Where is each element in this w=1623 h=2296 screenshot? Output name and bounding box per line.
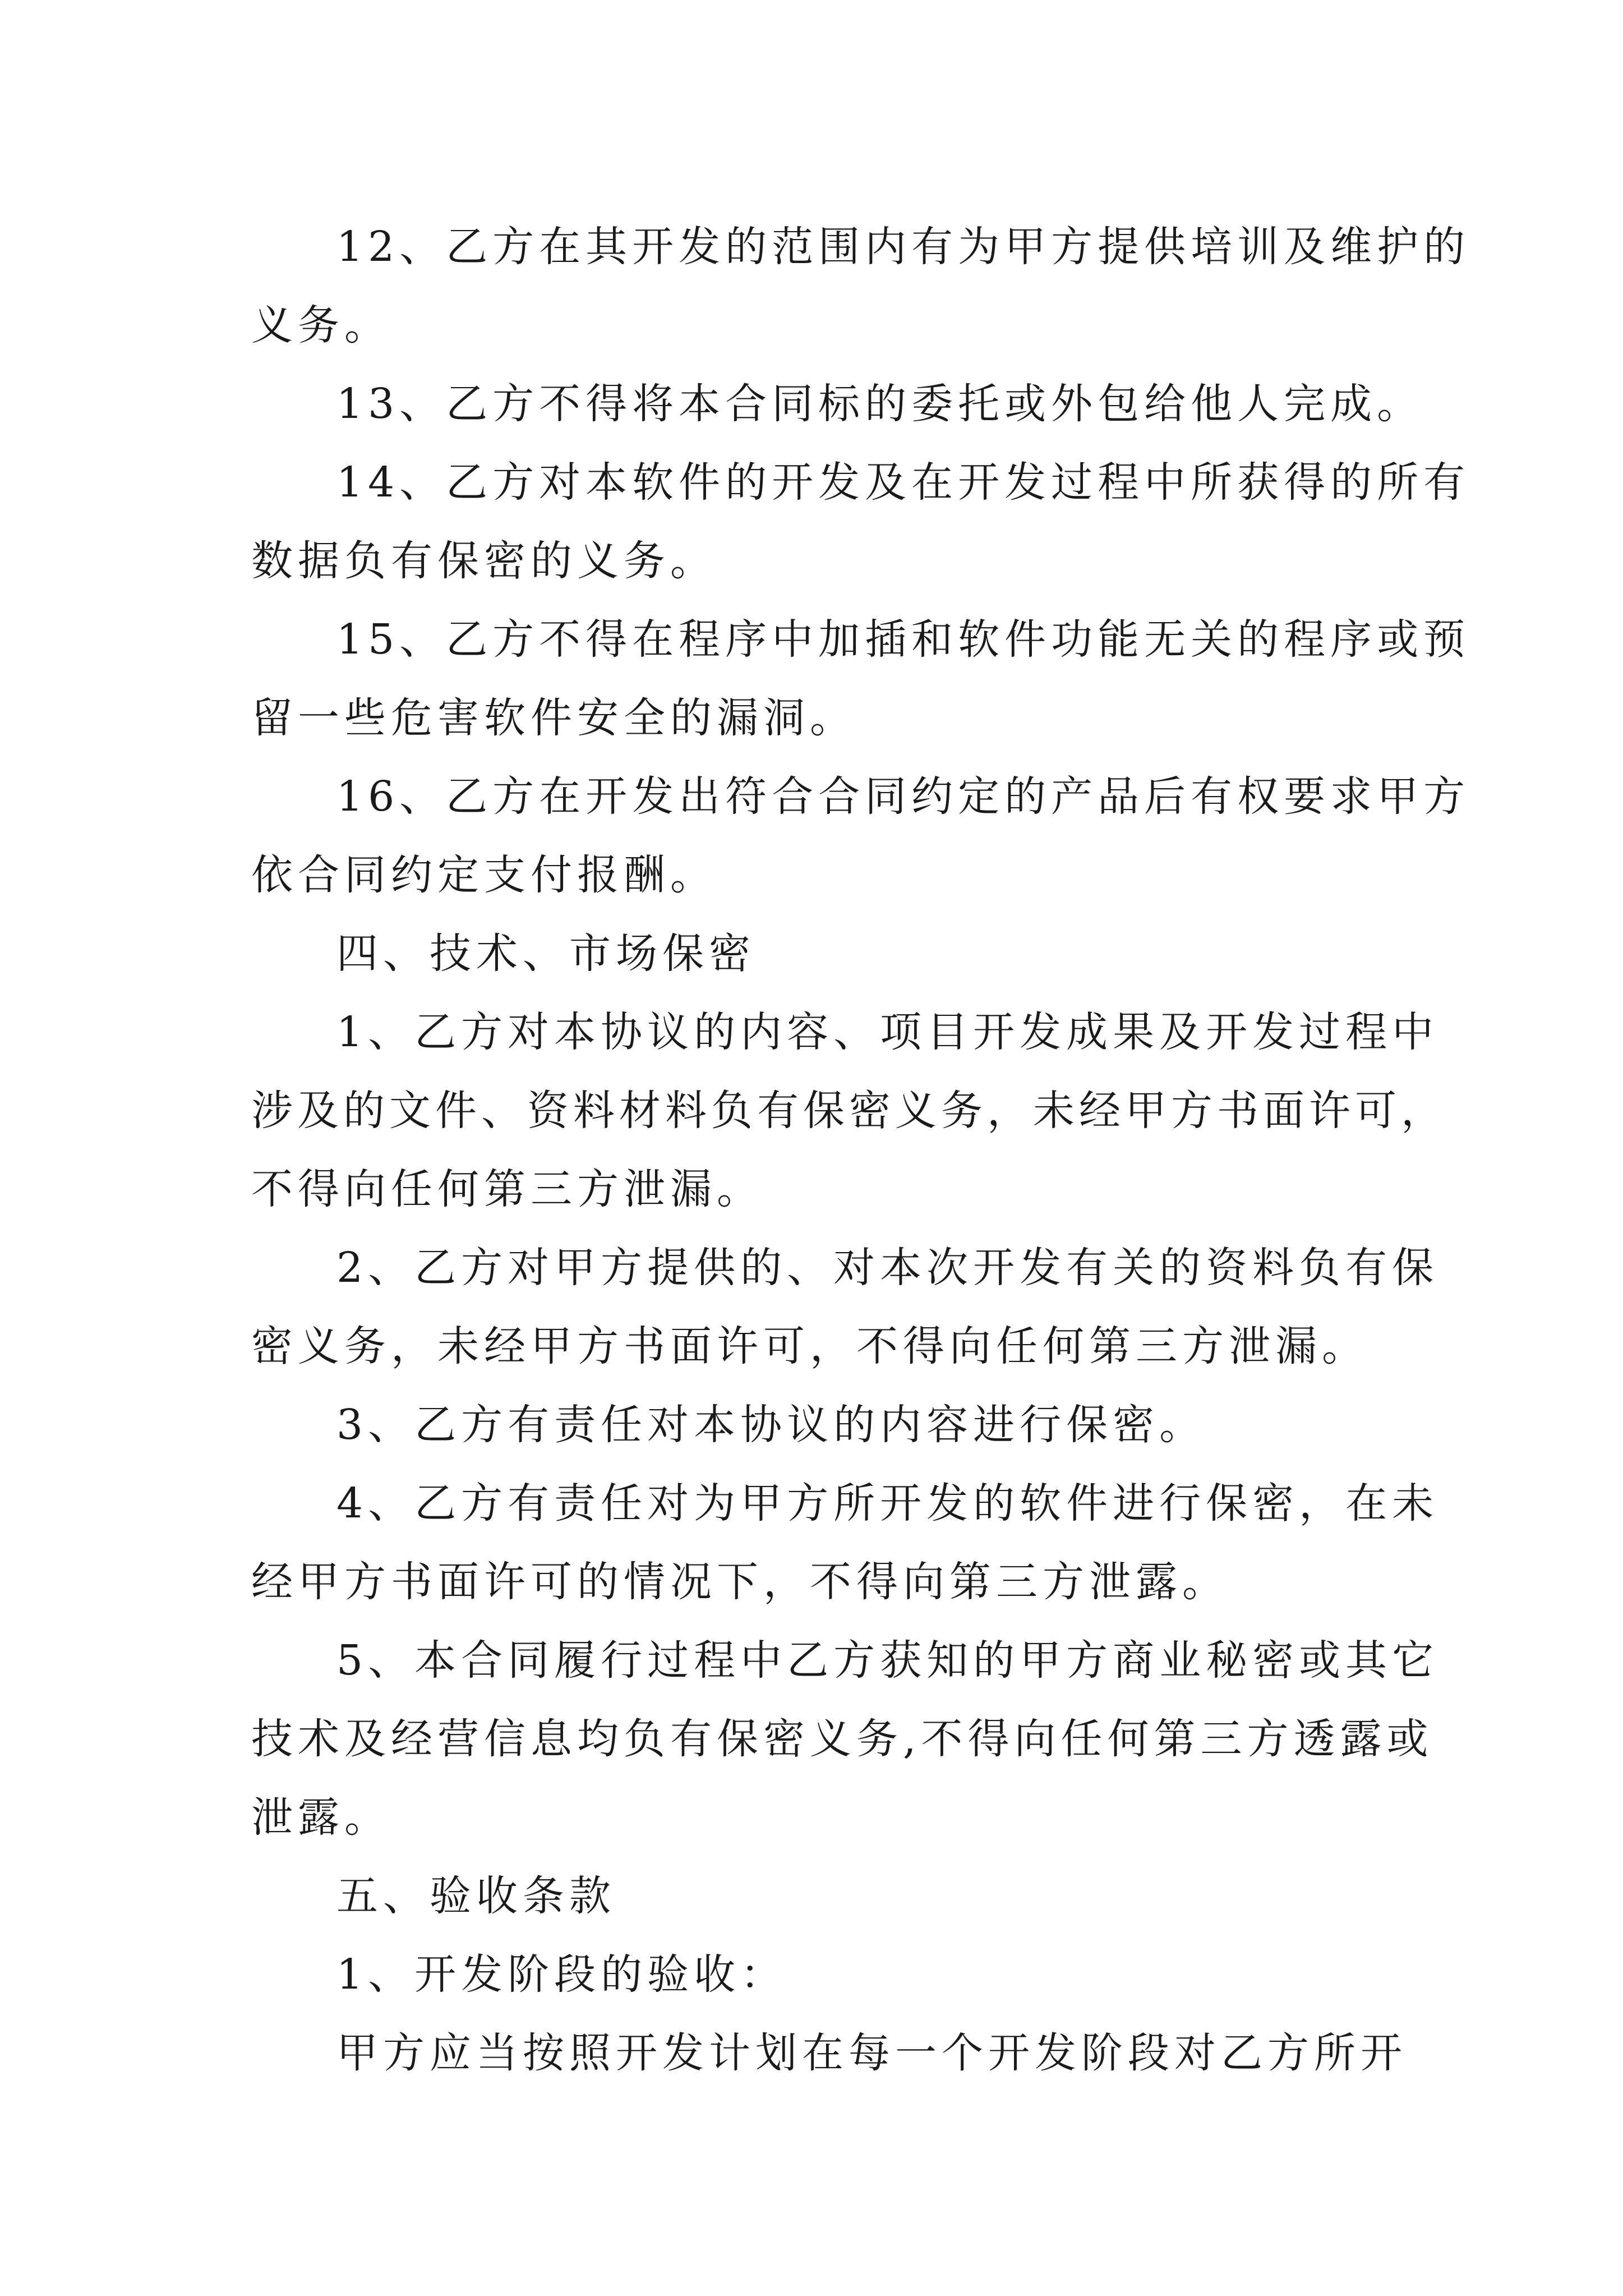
confidentiality-4-line-2: 经甲方书面许可的情况下，不得向第三方泄露。 [251, 1558, 1229, 1606]
clause-15-line-1: 15、乙方不得在程序中加插和软件功能无关的程序或预 [336, 615, 1470, 664]
clause-12-line-1: 12、乙方在其开发的范围内有为甲方提供培训及维护的 [336, 223, 1470, 271]
section-heading-acceptance: 五、验收条款 [336, 1872, 616, 1920]
confidentiality-4-line-1: 4、乙方有责任对为甲方所开发的软件进行保密，在未 [336, 1479, 1439, 1527]
acceptance-1-line-1: 甲方应当按照开发计划在每一个开发阶段对乙方所开 [336, 2029, 1407, 2077]
acceptance-1-heading: 1、开发阶段的验收： [336, 1950, 787, 1999]
confidentiality-5-line-3: 泄露。 [251, 1793, 391, 1842]
confidentiality-2-line-1: 2、乙方对甲方提供的、对本次开发有关的资料负有保 [336, 1244, 1439, 1292]
confidentiality-3-line-1: 3、乙方有责任对本协议的内容进行保密。 [336, 1401, 1206, 1449]
section-heading-confidentiality: 四、技术、市场保密 [336, 930, 755, 978]
confidentiality-1-line-3: 不得向任何第三方泄漏。 [251, 1165, 763, 1213]
clause-12-line-2: 义务。 [251, 301, 391, 349]
clause-16-line-1: 16、乙方在开发出符合合同约定的产品后有权要求甲方 [336, 772, 1470, 821]
document-body [251, 208, 1470, 2092]
confidentiality-5-line-1: 5、本合同履行过程中乙方获知的甲方商业秘密或其它 [336, 1636, 1439, 1685]
confidentiality-2-line-2: 密义务，未经甲方书面许可，不得向任何第三方泄漏。 [251, 1322, 1368, 1370]
clause-14-line-2: 数据负有保密的义务。 [251, 537, 717, 585]
clause-15-line-2: 留一些危害软件安全的漏洞。 [251, 694, 856, 742]
confidentiality-1-line-2: 涉及的文件、资料材料负有保密义务，未经甲方书面许可， [251, 1087, 1447, 1135]
clause-13-line-1: 13、乙方不得将本合同标的委托或外包给他人完成。 [336, 380, 1424, 428]
clause-14-line-1: 14、乙方对本软件的开发及在开发过程中所获得的所有 [336, 458, 1470, 507]
clause-16-line-2: 依合同约定支付报酬。 [251, 851, 717, 899]
confidentiality-5-line-2: 技术及经营信息均负有保密义务,不得向任何第三方透露或 [251, 1715, 1433, 1763]
confidentiality-1-line-1: 1、乙方对本协议的内容、项目开发成果及开发过程中 [336, 1008, 1439, 1056]
